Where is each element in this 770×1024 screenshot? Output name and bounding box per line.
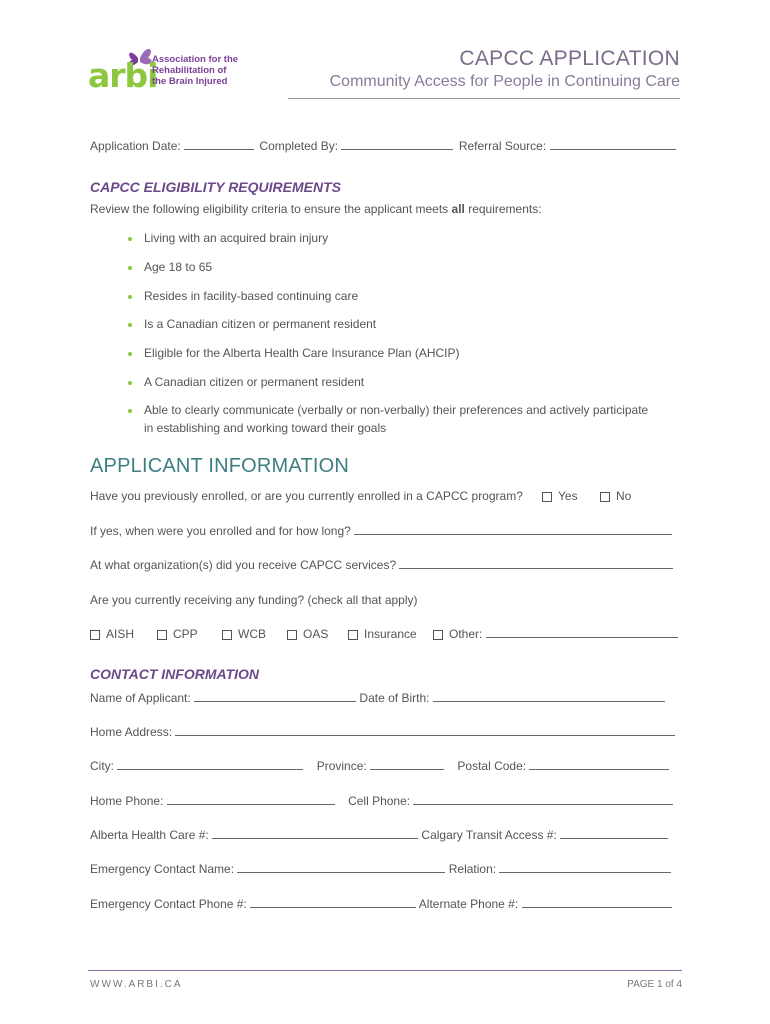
checkbox-icon[interactable]	[287, 630, 297, 640]
bullet-icon	[128, 323, 132, 327]
emergency-contact-name-field[interactable]	[237, 862, 445, 873]
city-field[interactable]	[117, 759, 303, 770]
eligibility-item: Able to clearly communicate (verbally or non-verbally) their preferences and actively participate	[144, 403, 649, 417]
application-date-field[interactable]	[184, 139, 254, 150]
date-of-birth-field[interactable]	[433, 691, 665, 702]
emergency-phone-line: Emergency Contact Phone #: Alternate Phone #:	[90, 897, 672, 911]
meta-line: Application Date: Completed By: Referral Source:	[90, 139, 676, 153]
checkbox-icon[interactable]	[90, 630, 100, 640]
emergency-phone-field[interactable]	[250, 897, 416, 908]
alternate-phone-field[interactable]	[522, 897, 672, 908]
bullet-icon	[128, 266, 132, 270]
transit-access-field[interactable]	[560, 828, 668, 839]
eligibility-item: Living with an acquired brain injury	[144, 231, 329, 245]
footer-divider	[88, 970, 682, 971]
logo-wordmark: arbi	[88, 56, 158, 95]
eligibility-item: A Canadian citizen or permanent resident	[144, 375, 365, 389]
funding-insurance[interactable]: Insurance	[348, 627, 417, 641]
bullet-icon	[128, 237, 132, 241]
funding-other[interactable]: Other:	[433, 627, 678, 641]
eligibility-item: Is a Canadian citizen or permanent resident	[144, 317, 377, 331]
address-line: Home Address:	[90, 725, 675, 739]
other-funding-field[interactable]	[486, 627, 678, 638]
referral-source-field[interactable]	[550, 139, 676, 150]
eligibility-item: Eligible for the Alberta Health Care Insurance Plan (AHCIP)	[144, 346, 460, 360]
cell-phone-field[interactable]	[413, 794, 673, 805]
bullet-icon	[128, 381, 132, 385]
when-field[interactable]	[354, 524, 672, 535]
province-field[interactable]	[370, 759, 444, 770]
page-subtitle: Community Access for People in Continuing Care	[329, 73, 680, 90]
postal-code-field[interactable]	[529, 759, 669, 770]
emergency-name-line: Emergency Contact Name: Relation:	[90, 862, 671, 876]
funding-oas[interactable]: OAS	[287, 627, 328, 641]
eligibility-item: Resides in facility-based continuing care	[144, 289, 359, 303]
funding-aish[interactable]: AISH	[90, 627, 134, 641]
eligibility-item-continued: in establishing and working toward their goals	[144, 421, 387, 435]
funding-wcb[interactable]: WCB	[222, 627, 266, 641]
yes-option[interactable]: Yes	[542, 489, 578, 503]
relation-field[interactable]	[499, 862, 671, 873]
home-address-field[interactable]	[175, 725, 675, 736]
checkbox-icon[interactable]	[222, 630, 232, 640]
home-phone-field[interactable]	[167, 794, 335, 805]
contact-heading: CONTACT INFORMATION	[90, 666, 260, 682]
bullet-icon	[128, 352, 132, 356]
applicant-heading: APPLICANT INFORMATION	[90, 455, 350, 477]
health-transit-line: Alberta Health Care #: Calgary Transit Access #:	[90, 828, 668, 842]
alberta-health-care-field[interactable]	[212, 828, 418, 839]
logo-text: Association for the Rehabilitation of the Brain Injured	[152, 54, 239, 87]
funding-question: Are you currently receiving any funding? (check all that apply)	[90, 593, 418, 607]
no-option[interactable]: No	[600, 489, 631, 503]
checkbox-icon[interactable]	[348, 630, 358, 640]
checkbox-icon[interactable]	[433, 630, 443, 640]
organization-field[interactable]	[399, 558, 673, 569]
footer-url[interactable]: WWW.ARBI.CA	[90, 979, 183, 990]
funding-cpp[interactable]: CPP	[157, 627, 198, 641]
checkbox-icon[interactable]	[600, 492, 610, 502]
eligibility-item: Age 18 to 65	[144, 260, 213, 274]
when-question: If yes, when were you enrolled and for how long?	[90, 524, 672, 538]
title-divider	[288, 98, 680, 99]
page-title: CAPCC APPLICATION	[459, 47, 680, 70]
org-question: At what organization(s) did you receive CAPCC services?	[90, 558, 673, 572]
bullet-icon	[128, 409, 132, 413]
page-number: PAGE 1 of 4	[627, 979, 682, 990]
bullet-icon	[128, 295, 132, 299]
applicant-name-field[interactable]	[194, 691, 356, 702]
eligibility-heading: CAPCC ELIGIBILITY REQUIREMENTS	[90, 179, 341, 195]
enrolled-question: Have you previously enrolled, or are you currently enrolled in a CAPCC program?	[90, 489, 523, 503]
city-line: City: Province: Postal Code:	[90, 759, 669, 773]
phone-line: Home Phone: Cell Phone:	[90, 794, 673, 808]
checkbox-icon[interactable]	[157, 630, 167, 640]
name-dob-line: Name of Applicant: Date of Birth:	[90, 691, 665, 705]
checkbox-icon[interactable]	[542, 492, 552, 502]
completed-by-field[interactable]	[341, 139, 453, 150]
eligibility-intro: Review the following eligibility criteria to ensure the applicant meets all requirements:	[90, 202, 542, 216]
